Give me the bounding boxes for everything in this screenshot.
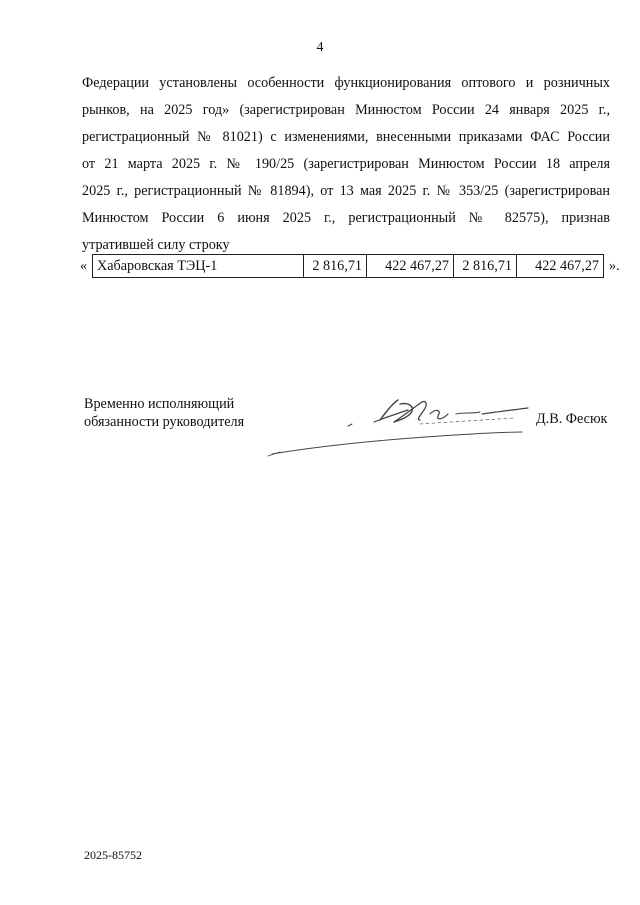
table-row (93, 255, 604, 278)
body-line-6: Минюстом России 6 июня 2025 г., регистрационный № 82575), признав (82, 210, 610, 226)
signer-position (84, 395, 244, 431)
body-line-3: регистрационный № 81021) с изменениями, внесенными приказами ФАС России (82, 129, 610, 145)
value-cell-4: 422 467,27 (517, 255, 604, 278)
value-cell-1: 2 816,71 (304, 255, 367, 278)
body-line-2: рынков, на 2025 год» (зарегистрирован Минюстом России 24 января 2025 г., (82, 102, 610, 118)
position-line-1: Временно исполняющий (84, 396, 235, 412)
body-line-7: утратившей силу строку (82, 237, 230, 253)
station-name-cell: Хабаровская ТЭЦ-1 (93, 255, 304, 278)
body-line-5: 2025 г., регистрационный № 81894), от 13 мая 2025 г. № 353/25 (зарегистрирован (82, 183, 610, 199)
value-cell-2: 422 467,27 (367, 255, 454, 278)
signer-name: Д.В. Фесюк (536, 411, 608, 427)
handwritten-signature (260, 392, 540, 462)
document-code: 2025-85752 (84, 848, 142, 862)
close-quote: ». (609, 257, 620, 274)
position-line-2: обязанности руководителя (84, 414, 245, 430)
open-quote: « (80, 257, 88, 274)
body-text (82, 70, 610, 259)
page-number: 4 (316, 40, 324, 55)
rates-table (92, 254, 604, 278)
body-line-1: Федерации установлены особенности функционирования оптового и розничных (82, 75, 610, 91)
quoted-table-row (80, 254, 620, 278)
value-cell-3: 2 816,71 (454, 255, 517, 278)
body-line-4: от 21 марта 2025 г. № 190/25 (зарегистрирован Минюстом России 18 апреля (82, 156, 610, 172)
